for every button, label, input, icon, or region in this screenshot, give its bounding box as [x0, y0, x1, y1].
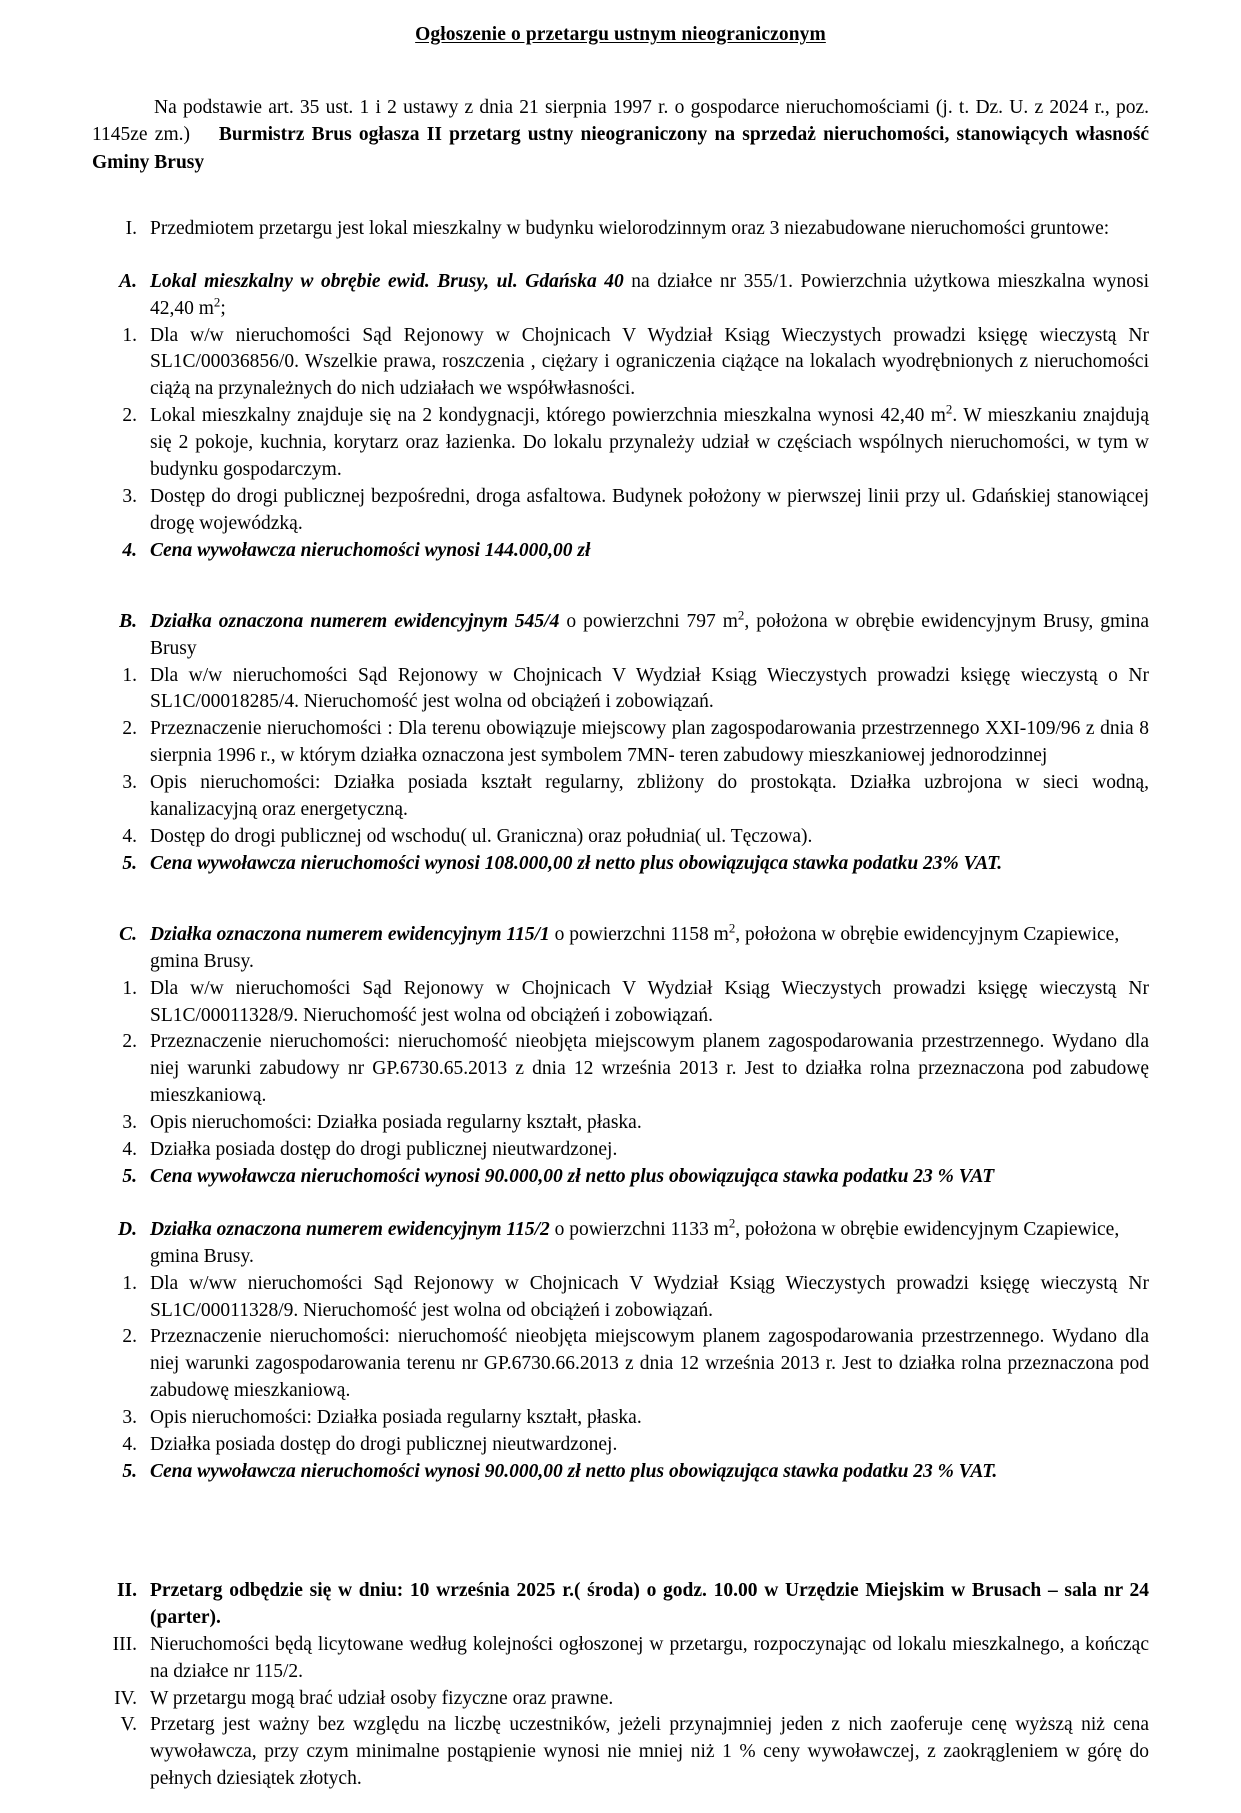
list-marker: 1.	[122, 1272, 137, 1294]
list-marker: 5.	[122, 1461, 137, 1483]
section-a-heading-lead: Lokal mieszkalny w obrębie ewid. Brusy, ul. Gdańska 40	[150, 270, 624, 292]
list-item-text: Przetarg jest ważny bez względu na liczbę uczestników, jeżeli przynajmniej jeden z nich zaoferuje cenę wyższą niż cena wywoławcza, przy czym minimalne postąpienie wynosi nie mniej niż 1 % ceny wywoławczej, z zaokrągleniem w górę do pełnych dziesiątek złotych.	[150, 1714, 1149, 1790]
section-a-heading-rest-2: ;	[220, 297, 226, 319]
list-item-text: Działka posiada dostęp do drogi publicznej nieutwardzonej.	[150, 1139, 618, 1161]
list-marker: 2.	[122, 1326, 137, 1348]
list-marker: 4.	[122, 825, 137, 847]
list-marker: II.	[116, 1579, 137, 1601]
list-item-b5-price	[92, 851, 1149, 878]
section-b-heading-lead: Działka oznaczona numerem ewidencyjnym 545/4	[150, 610, 560, 632]
list-marker: IV.	[114, 1687, 137, 1709]
list-item-d2	[92, 1324, 1149, 1405]
list-item-section-c	[92, 922, 1149, 976]
section-c-heading-rest-2: , położona w obrębie ewidencyjnym Czapiewice, gmina Brusy.	[150, 923, 1120, 972]
list-marker: 2.	[122, 1031, 137, 1053]
list-marker: 4.	[122, 539, 137, 561]
section-b-heading	[150, 609, 1149, 663]
price-text: Cena wywoławcza nieruchomości wynosi 90.000,00 zł netto plus obowiązująca stawka podatku 23 % VAT.	[150, 1461, 998, 1483]
list-marker: 3.	[122, 1407, 137, 1429]
section-c-heading	[150, 922, 1149, 976]
section-b-heading-rest-1: o powierzchni 797 m	[559, 610, 738, 632]
list-item-section-ii	[92, 1578, 1149, 1632]
list-item-text: Przeznaczenie nieruchomości: nieruchomość nieobjęta miejscowym planem zagospodarowania przestrzennego. Wydano dla niej warunki zabudowy nr GP.6730.65.2013 z dnia 12 września 2013 r. Jest to działka rolna przeznaczona pod zabudowę mieszkaniową.	[150, 1031, 1149, 1107]
list-marker: 1.	[122, 324, 137, 346]
list-item-section-iii	[92, 1632, 1149, 1686]
list-marker: 3.	[122, 772, 137, 794]
price-text: Cena wywoławcza nieruchomości wynosi 90.000,00 zł netto plus obowiązująca stawka podatku 23 % VAT	[150, 1165, 995, 1187]
section-d-heading-rest-2: , położona w obrębie ewidencyjnym Czapiewice, gmina Brusy.	[150, 1218, 1120, 1267]
list-item-text: Dla w/w nieruchomości Sąd Rejonowy w Chojnicach V Wydział Ksiąg Wieczystych prowadzi księgę wieczystą Nr SL1C/00011328/9. Nieruchomość jest wolna od obciążeń i zobowiązań.	[150, 977, 1149, 1026]
list-item-d5-price	[92, 1459, 1149, 1486]
list-item-text: Dostęp do drogi publicznej bezpośredni, droga asfaltowa. Budynek położony w pierwszej linii przy ul. Gdańskiej stanowiącej drogę wojewódzką.	[150, 486, 1149, 534]
list-item-text: Działka posiada dostęp do drogi publicznej nieutwardzonej.	[150, 1434, 618, 1456]
list-item-a2	[92, 403, 1149, 484]
list-item-text: Dla w/w nieruchomości Sąd Rejonowy w Chojnicach V Wydział Ksiąg Wieczystych prowadzi księgę wieczystą o Nr SL1C/00018285/4. Nieruchomość jest wolna od obciążeń i zobowiązań.	[150, 664, 1149, 713]
list-item-text	[150, 403, 1149, 484]
list-item-c3	[92, 1110, 1149, 1137]
list-item-b4	[92, 824, 1149, 851]
superscript-square-meter: 2	[737, 608, 745, 623]
list-item-d1	[92, 1271, 1149, 1325]
list-item-section-iv	[92, 1686, 1149, 1713]
list-marker: C.	[119, 923, 137, 945]
intro-paragraph	[92, 94, 1149, 176]
list-item-text-b: . W mieszkaniu znajdują się 2 pokoje, kuchnia, korytarz oraz łazienka. Do lokalu przynależy udział w częściach wspólnych nieruchomości, w tym w budynku gospodarczym.	[150, 405, 1149, 481]
list-item-b1	[92, 663, 1149, 717]
list-item-text-a: Lokal mieszkalny znajduje się na 2 kondygnacji, którego powierzchnia mieszkalna wynosi 42,40 m	[150, 405, 946, 427]
section-i-text: Przedmiotem przetargu jest lokal mieszkalny w budynku wielorodzinnym oraz 3 niezabudowane nieruchomości gruntowe:	[150, 217, 1110, 239]
list-item-section-b	[92, 609, 1149, 663]
list-marker: I.	[125, 217, 137, 239]
list-marker: 3.	[122, 486, 137, 508]
list-item-section-a	[92, 269, 1149, 323]
list-item-text: Opis nieruchomości: Działka posiada regularny kształt, płaska.	[150, 1112, 642, 1134]
price-text: Cena wywoławcza nieruchomości wynosi 144.000,00 zł	[150, 539, 591, 561]
list-marker: III.	[112, 1633, 137, 1655]
list-item-d3	[92, 1405, 1149, 1432]
list-item-text: Dla w/w nieruchomości Sąd Rejonowy w Chojnicach V Wydział Ksiąg Wieczystych prowadzi księgę wieczystą Nr SL1C/00036856/0. Wszelkie prawa, roszczenia , ciężary i ograniczenia ciążące na lokalach wyodrębnionych z nieruchomości ciążą na przynależnych do nich udziałach we współwłasności.	[150, 324, 1149, 400]
section-c-heading-lead: Działka oznaczona numerem ewidencyjnym 115/1	[150, 923, 550, 945]
list-item-text: Nieruchomości będą licytowane według kolejności ogłoszonej w przetargu, rozpoczynając od lokalu mieszkalnego, a kończąc na działce nr 115/2.	[150, 1633, 1149, 1682]
section-c-heading-rest-1: o powierzchni 1158 m	[549, 923, 729, 945]
list-item-text: Dla w/ww nieruchomości Sąd Rejonowy w Chojnicach V Wydział Ksiąg Wieczystych prowadzi księgę wieczystą Nr SL1C/00011328/9. Nieruchomość jest wolna od obciążeń i zobowiązań.	[150, 1272, 1149, 1321]
list-item-c5-price	[92, 1164, 1149, 1191]
list-item-a3	[92, 484, 1149, 538]
section-b-heading-rest-2: , położona w obrębie ewidencyjnym Brusy, gmina Brusy	[150, 610, 1149, 659]
list-item-text: W przetargu mogą brać udział osoby fizyczne oraz prawne.	[150, 1687, 614, 1709]
list-item-c2	[92, 1029, 1149, 1110]
list-marker: A.	[119, 270, 137, 292]
list-marker: B.	[119, 610, 137, 632]
superscript-square-meter: 2	[728, 1216, 736, 1231]
list-marker: 4.	[122, 1434, 137, 1456]
section-d-heading-rest-1: o powierzchni 1133 m	[549, 1218, 729, 1240]
list-marker: 2.	[122, 718, 137, 740]
list-marker: 1.	[122, 664, 137, 686]
superscript-square-meter: 2	[728, 921, 736, 936]
list-item-text: Przeznaczenie nieruchomości : Dla terenu obowiązuje miejscowy plan zagospodarowania przestrzennego XXI-109/96 z dnia 8 sierpnia 1996 r., w którym działka oznaczona jest symbolem 7MN- teren zabudowy mieszkaniowej jednorodzinnej	[150, 718, 1149, 767]
price-text: Cena wywoławcza nieruchomości wynosi 108.000,00 zł netto plus obowiązująca stawka podatku 23% VAT.	[150, 852, 1003, 874]
list-item-section-d	[92, 1217, 1149, 1271]
section-d-heading	[150, 1217, 1149, 1271]
section-a-heading-rest-1: na działce nr 355/1. Powierzchnia użytkowa mieszkalna wynosi 42,40 m	[150, 270, 1150, 319]
list-marker: V.	[120, 1714, 137, 1736]
list-item-text: Opis nieruchomości: Działka posiada kształt regularny, zbliżony do prostokąta. Działka uzbrojona w sieci wodną, kanalizacyjną oraz energetyczną.	[150, 772, 1149, 821]
list-item-b3	[92, 770, 1149, 824]
list-marker: 5.	[122, 1165, 137, 1187]
list-item-text: Przeznaczenie nieruchomości: nieruchomość nieobjęta miejscowym planem zagospodarowania przestrzennego. Wydano dla niej warunki zagospodarowania terenu nr GP.6730.66.2013 z dnia 12 września 2013 r. Jest to działka rolna przeznaczona pod zabudowę mieszkaniową.	[150, 1326, 1149, 1402]
list-item-b2	[92, 716, 1149, 770]
section-d-heading-lead: Działka oznaczona numerem ewidencyjnym 115/2	[150, 1218, 550, 1240]
list-item-text: Opis nieruchomości: Działka posiada regularny kształt, płaska.	[150, 1407, 642, 1429]
list-marker: 4.	[122, 1139, 137, 1161]
superscript-square-meter: 2	[945, 402, 953, 417]
list-marker: 2.	[122, 405, 137, 427]
list-item-text: Dostęp do drogi publicznej od wschodu( ul. Graniczna) oraz południa( ul. Tęczowa).	[150, 825, 813, 847]
list-item-section-i	[92, 216, 1149, 243]
page-title: Ogłoszenie o przetargu ustnym nieograniczonym	[415, 24, 826, 45]
superscript-square-meter: 2	[213, 295, 221, 310]
intro-legal-basis: Na podstawie art. 35 ust. 1 i 2 ustawy z dnia 21 sierpnia 1997 r. o gospodarce nieruchomościami (j. t. Dz. U. z 2024 r., poz. 1145ze zm.)	[92, 96, 1149, 146]
list-item-c1	[92, 976, 1149, 1030]
list-marker: 3.	[122, 1112, 137, 1134]
auction-datetime-text: Przetarg odbędzie się w dniu: 10 września 2025 r.( środa) o godz. 10.00 w Urzędzie Miejskim w Brusach – sala nr 24 (parter).	[150, 1579, 1149, 1628]
section-a-heading	[150, 269, 1149, 323]
list-item-c4	[92, 1137, 1149, 1164]
list-marker: 1.	[122, 977, 137, 999]
list-item-a1	[92, 323, 1149, 404]
intro-announcement: Burmistrz Brus ogłasza II przetarg ustny nieograniczony na sprzedaż nieruchomości, stanowiących własność Gminy Brusy	[92, 124, 1149, 173]
list-item-d4	[92, 1432, 1149, 1459]
list-marker: 5.	[122, 852, 137, 874]
list-item-section-v	[92, 1712, 1149, 1793]
list-marker: D.	[118, 1218, 137, 1240]
list-item-a4-price	[92, 538, 1149, 565]
